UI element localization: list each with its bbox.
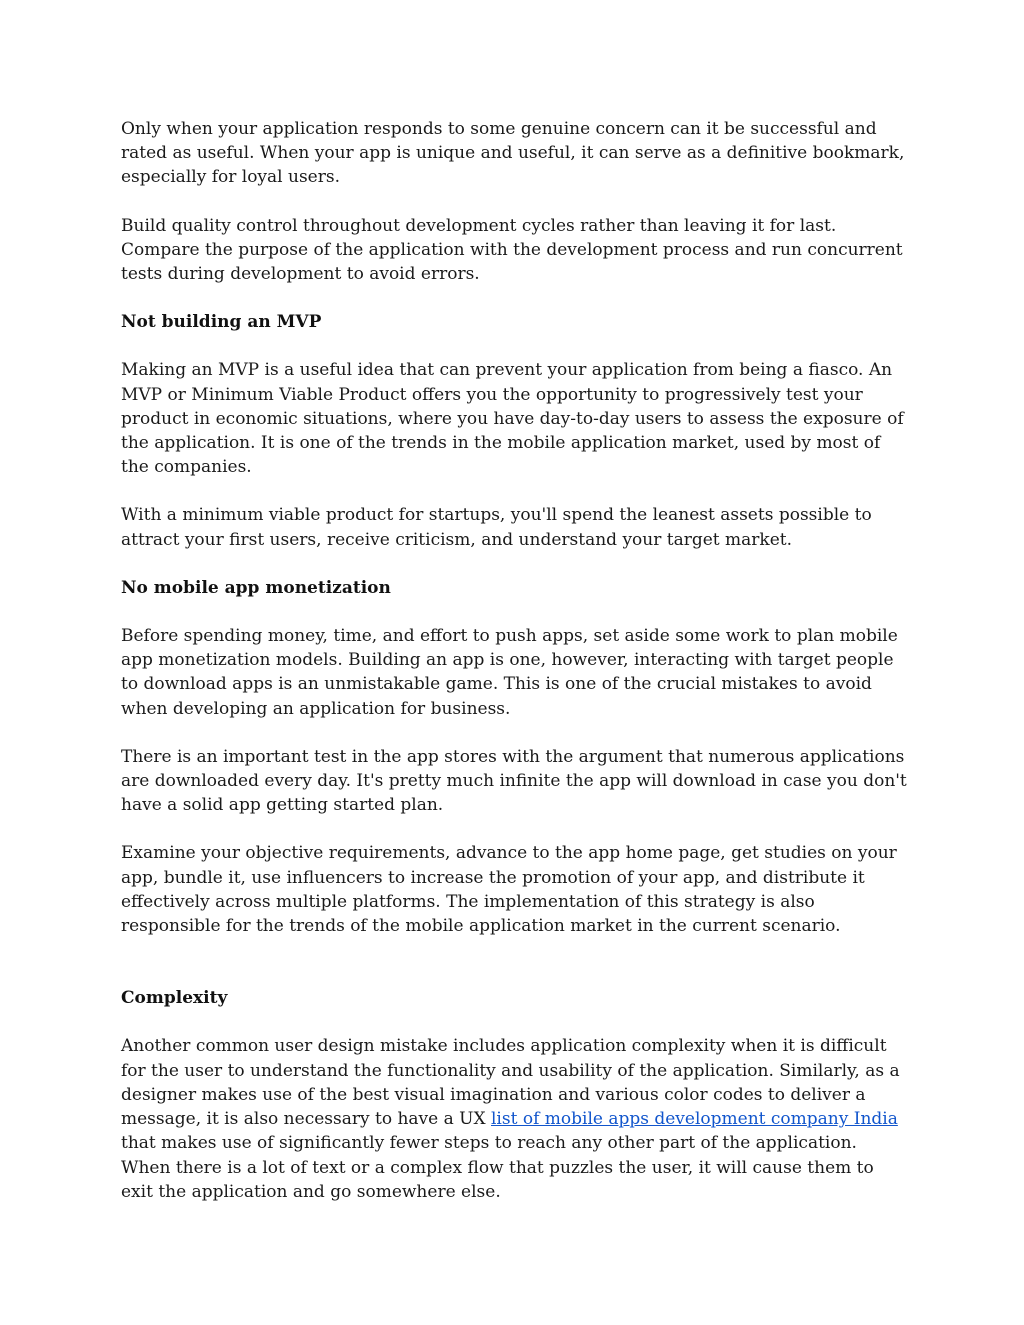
complexity-text-after-link: that makes use of significantly fewer steps to reach any other part of the application. When there is a lot of text or a complex flow that puzzles the user, it will cause them to exit the application and go somewhere else. <box>121 1133 874 1202</box>
paragraph-mvp-idea: Making an MVP is a useful idea that can prevent your application from being a fiasco. An MVP or Minimum Viable Product offers you the opportunity to progressively test your product in economic situations, where you have day-to-day users to assess the exposure of the application. It is one of the trends in the mobile application market, used by most of the companies. <box>121 360 904 478</box>
company-list-link[interactable]: list of mobile apps development company India <box>491 1109 898 1130</box>
heading-monetization: No mobile app monetization <box>121 577 391 598</box>
paragraph-objective-requirements: Examine your objective requirements, advance to the app home page, get studies on your app, bundle it, use influencers to increase the promotion of your app, and distribute it effectively across multiple platforms. The implementation of this strategy is also responsible for the trends of the mobile application market in the current scenario. <box>121 843 897 937</box>
paragraph-quality-control: Build quality control throughout development cycles rather than leaving it for last. Compare the purpose of the application with the development process and run concurrent tests during development to avoid errors. <box>121 215 903 285</box>
heading-mvp: Not building an MVP <box>121 312 322 333</box>
complexity-text-before-link: Another common user design mistake includes application complexity when it is difficult for the user to understand the functionality and usability of the application. Similarly, as a designer makes use of the best visual imagination and various color codes to deliver a message, it is also necessary to have a UX <box>121 1036 900 1130</box>
paragraph-app-stores: There is an important test in the app stores with the argument that numerous applications are downloaded every day. It's pretty much infinite the app will download in case you don't have a solid app getting started plan. <box>121 746 907 816</box>
paragraph-app-usefulness: Only when your application responds to some genuine concern can it be successful and rated as useful. When your app is unique and useful, it can serve as a definitive bookmark, especially for loyal users. <box>121 119 905 188</box>
paragraph-complexity <box>121 1034 911 1203</box>
paragraph-mvp-startups: With a minimum viable product for startups, you'll spend the leanest assets possible to attract your first users, receive criticism, and understand your target market. <box>121 505 872 550</box>
heading-complexity: Complexity <box>121 988 228 1009</box>
paragraph-monetization-models: Before spending money, time, and effort to push apps, set aside some work to plan mobile app monetization models. Building an app is one, however, interacting with target people to download apps is an unmistakable game. This is one of the crucial mistakes to avoid when developing an application for business. <box>121 626 898 719</box>
document-page <box>121 117 911 1228</box>
